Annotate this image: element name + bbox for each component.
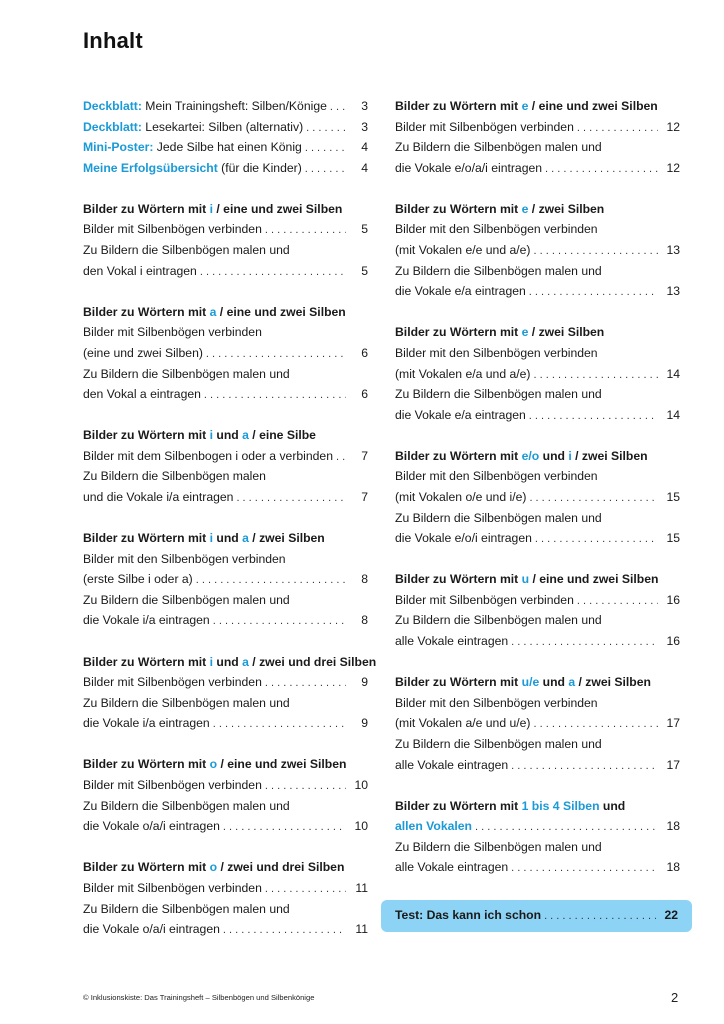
toc-heading xyxy=(83,652,377,673)
dot-leader xyxy=(265,220,346,241)
heading-text: / zwei Silben xyxy=(571,448,648,463)
toc-heading xyxy=(395,569,680,590)
heading-text: Bilder zu Wörtern mit xyxy=(83,757,210,772)
entry-prefix: Deckblatt: xyxy=(83,119,142,134)
toc-entry-line xyxy=(83,466,368,487)
toc-heading xyxy=(395,199,680,220)
heading-text: / zwei und drei Silben xyxy=(248,654,377,669)
entry-text: und die Vokale i/a eintragen xyxy=(83,490,234,504)
heading-text: und xyxy=(213,654,243,669)
toc-entry[interactable] xyxy=(395,816,680,837)
entry-text: die Vokale i/a eintragen xyxy=(83,716,210,731)
toc-heading xyxy=(395,446,680,467)
test-highlight-box[interactable] xyxy=(381,900,692,932)
toc-entry[interactable] xyxy=(395,755,680,776)
heading-text xyxy=(83,652,376,673)
entry-text: Zu Bildern die Silbenbögen malen und xyxy=(395,263,602,278)
page-number-ref: 7 xyxy=(361,448,368,463)
heading-text xyxy=(395,322,604,343)
entry-text: (mit Vokalen e/e und a/e) xyxy=(395,243,531,258)
page-number-ref: 11 xyxy=(355,880,368,895)
toc-entry[interactable] xyxy=(83,343,368,364)
page-number-ref: 4 xyxy=(361,160,368,175)
toc-entry-line xyxy=(395,261,680,282)
entry-text: den Vokal a eintragen xyxy=(83,387,201,402)
heading-highlight: allen Vokalen xyxy=(395,819,472,834)
toc-section xyxy=(395,322,680,425)
heading-text: / zwei und drei Silben xyxy=(217,860,345,875)
entry-text: Bilder mit Silbenbögen verbinden xyxy=(83,880,262,895)
toc-entry[interactable] xyxy=(83,261,368,282)
page-number-ref: 15 xyxy=(666,490,680,504)
toc-heading xyxy=(83,302,368,323)
entry-text: Zu Bildern die Silbenbögen malen und xyxy=(83,592,290,607)
heading-vowel: e xyxy=(521,325,529,340)
dot-leader xyxy=(213,611,346,632)
entry-text: Bilder mit Silbenbögen verbinden xyxy=(83,675,262,690)
heading-text: und xyxy=(213,428,243,443)
toc-section xyxy=(83,857,368,939)
toc-section xyxy=(395,96,680,178)
dot-leader xyxy=(511,632,658,653)
toc-heading xyxy=(83,857,368,878)
toc-entry-line xyxy=(83,549,368,570)
entry-text xyxy=(83,96,327,117)
entry-text: Zu Bildern die Silbenbögen malen und xyxy=(395,510,602,525)
dot-leader xyxy=(204,385,346,406)
entry-text: Bilder mit den Silbenbögen verbinden xyxy=(395,222,598,237)
toc-entry-line xyxy=(83,590,368,611)
test-label: Test: Das kann ich schon xyxy=(395,908,542,922)
entry-text: Zu Bildern die Silbenbögen malen und xyxy=(395,387,602,402)
toc-entry-line xyxy=(395,137,680,158)
toc-heading xyxy=(83,425,368,446)
toc-entry[interactable] xyxy=(395,158,680,179)
toc-section-final xyxy=(395,796,680,878)
dot-leader xyxy=(223,920,346,941)
toc-section xyxy=(395,569,680,651)
dot-leader xyxy=(534,241,659,262)
heading-text: Bilder zu Wörtern mit xyxy=(395,99,522,113)
heading-vowel: a xyxy=(209,304,217,319)
heading-vowel: i xyxy=(568,448,572,463)
page-number-ref: 13 xyxy=(666,284,680,299)
entry-text xyxy=(83,137,302,158)
toc-entry[interactable] xyxy=(83,610,368,631)
page-number-ref: 17 xyxy=(666,757,680,772)
heading-text xyxy=(83,857,344,878)
toc-entry-line xyxy=(395,466,680,487)
toc-entry-line xyxy=(395,508,680,529)
dot-leader xyxy=(306,118,346,139)
entry-text: die Vokale i/a eintragen xyxy=(83,613,210,628)
heading-vowel: a xyxy=(242,531,249,546)
page-number-ref: 10 xyxy=(354,819,368,834)
entry-text: Bilder mit den Silbenbögen verbinden xyxy=(83,551,286,566)
heading-text: / eine und zwei Silben xyxy=(529,572,659,587)
page-number-ref: 7 xyxy=(361,490,368,504)
heading-text: / zwei Silben xyxy=(248,531,325,546)
entry-text: die Vokale e/o/a/i eintragen xyxy=(395,160,543,175)
entry-text: (erste Silbe i oder a) xyxy=(83,572,193,587)
entry-text: Zu Bildern die Silbenbögen malen und xyxy=(395,140,602,155)
toc-entry-line xyxy=(83,322,368,343)
heading-vowel: a xyxy=(242,428,249,443)
entry-text: (eine und zwei Silben) xyxy=(83,345,203,360)
page-number-ref: 5 xyxy=(361,222,368,237)
dot-leader xyxy=(196,570,346,591)
dot-leader xyxy=(511,858,658,879)
dot-leader xyxy=(511,756,658,777)
toc-section xyxy=(83,425,368,507)
page-number-ref: 6 xyxy=(361,387,368,402)
dot-leader xyxy=(475,817,658,838)
heading-text xyxy=(83,425,316,446)
toc-entry-line xyxy=(83,899,368,920)
dot-leader xyxy=(535,529,658,550)
entry-text: Zu Bildern die Silbenbögen malen xyxy=(83,469,266,484)
toc-entry[interactable] xyxy=(395,240,680,261)
heading-text: Bilder zu Wörtern mit xyxy=(395,325,522,340)
heading-text xyxy=(395,672,651,693)
entry-text: die Vokale o/a/i eintragen xyxy=(83,922,220,937)
entry-text: Bilder mit Silbenbögen verbinden xyxy=(83,222,262,237)
heading-vowel: e/o xyxy=(521,448,540,463)
entry-text: Zu Bildern die Silbenbögen malen und xyxy=(395,613,602,628)
entry-text xyxy=(83,158,302,179)
page-number-ref: 3 xyxy=(361,99,368,113)
toc-entry-line xyxy=(83,796,368,817)
toc-entry[interactable] xyxy=(83,384,368,405)
entry-text: (mit Vokalen o/e und i/e) xyxy=(395,490,527,504)
dot-leader xyxy=(529,406,658,427)
heading-text xyxy=(83,199,342,220)
entry-text: Bilder mit den Silbenbögen verbinden xyxy=(395,695,598,710)
toc-entry[interactable] xyxy=(395,281,680,302)
toc-entry[interactable] xyxy=(83,878,368,899)
toc-heading xyxy=(83,754,368,775)
entry-text: Bilder mit Silbenbögen verbinden xyxy=(83,778,262,793)
toc-entry-line xyxy=(83,240,368,261)
dot-leader xyxy=(265,673,346,694)
toc-entry-line xyxy=(395,610,680,631)
heading-text: und xyxy=(599,798,626,813)
entry-text: alle Vokale eintragen xyxy=(395,757,509,772)
page-number-ref: 17 xyxy=(666,716,680,731)
entry-text: Bilder mit den Silbenbögen verbinden xyxy=(395,469,598,484)
dot-leader xyxy=(529,282,658,303)
toc-section xyxy=(395,672,680,775)
heading-vowel: i xyxy=(209,654,214,669)
footer-copyright: © Inklusionskiste: Das Trainingsheft – Silbenbögen und Silbenkönige xyxy=(83,993,315,1002)
toc-entry[interactable] xyxy=(83,487,368,508)
entry-text: den Vokal i eintragen xyxy=(83,263,197,278)
dot-leader xyxy=(544,906,656,927)
heading-text: Bilder zu Wörtern mit xyxy=(83,304,210,319)
entry-text: Bilder mit Silbenbögen verbinden xyxy=(395,592,574,607)
entry-text: die Vokale e/a eintragen xyxy=(395,407,526,422)
heading-text: Bilder zu Wörtern mit xyxy=(83,201,210,216)
heading-text xyxy=(83,754,346,775)
dot-leader xyxy=(206,344,346,365)
heading-text xyxy=(395,199,604,220)
toc-entry[interactable] xyxy=(395,857,680,878)
toc-heading xyxy=(395,796,680,817)
toc-entry-line xyxy=(395,384,680,405)
heading-text: und xyxy=(213,531,243,546)
heading-vowel: u/e xyxy=(521,675,540,690)
entry-text: alle Vokale eintragen xyxy=(395,634,509,649)
page-number-ref: 4 xyxy=(361,140,368,155)
heading-text xyxy=(83,528,325,549)
heading-text: Bilder zu Wörtern mit xyxy=(395,572,522,587)
toc-entry[interactable] xyxy=(83,446,368,467)
heading-text: / zwei Silben xyxy=(528,201,605,216)
toc-heading xyxy=(83,528,368,549)
heading-text: Bilder zu Wörtern mit xyxy=(83,531,210,546)
toc-entry[interactable] xyxy=(83,117,368,138)
entry-prefix: Mini-Poster: xyxy=(83,140,154,155)
heading-text: / eine und zwei Silben xyxy=(217,757,347,772)
toc-heading xyxy=(395,322,680,343)
toc-entry[interactable] xyxy=(395,364,680,385)
entry-text: alle Vokale eintragen xyxy=(395,860,509,875)
heading-vowel: u xyxy=(521,572,530,587)
page-number-ref: 14 xyxy=(666,407,680,422)
heading-text xyxy=(395,446,648,467)
entry-text: (für die Kinder) xyxy=(217,160,302,175)
page-number-ref: 22 xyxy=(664,908,678,922)
toc-entry[interactable] xyxy=(395,631,680,652)
heading-text: Bilder zu Wörtern mit xyxy=(395,675,522,690)
heading-text: Bilder zu Wörtern mit xyxy=(395,201,522,216)
toc-entry[interactable] xyxy=(83,96,368,117)
page-number-ref: 10 xyxy=(354,778,368,793)
toc-heading xyxy=(83,199,368,220)
page-number-ref: 14 xyxy=(666,366,680,381)
toc-entry-line xyxy=(395,734,680,755)
entry-text: Zu Bildern die Silbenbögen malen und xyxy=(83,901,290,916)
toc-entry[interactable] xyxy=(83,219,368,240)
entry-text: Mein Trainingsheft: Silben/Könige xyxy=(141,99,327,113)
heading-text: / eine und zwei Silben xyxy=(528,99,658,113)
entry-text: Zu Bildern die Silbenbögen malen und xyxy=(83,366,290,381)
heading-text: und xyxy=(539,448,569,463)
page-number-ref: 5 xyxy=(361,263,368,278)
toc-entry[interactable] xyxy=(83,775,368,796)
entry-prefix: Deckblatt: xyxy=(83,99,142,113)
page-number-ref: 12 xyxy=(666,160,680,175)
heading-vowel: o xyxy=(209,757,218,772)
dot-leader xyxy=(265,879,346,900)
entry-text: Lesekartei: Silben (alternativ) xyxy=(141,119,304,134)
toc-section xyxy=(83,528,368,631)
heading-text: und xyxy=(539,675,569,690)
entry-text: die Vokale o/a/i eintragen xyxy=(83,819,220,834)
page-number-ref: 3 xyxy=(361,119,368,134)
heading-text: / eine und zwei Silben xyxy=(213,201,343,216)
page-title: Inhalt xyxy=(83,28,143,53)
toc-section xyxy=(83,754,368,836)
page-number-ref: 16 xyxy=(666,592,680,607)
toc-entry[interactable] xyxy=(83,672,368,693)
toc-entry[interactable] xyxy=(83,137,368,158)
heading-text xyxy=(83,302,346,323)
heading-vowel: a xyxy=(568,675,576,690)
toc-entry-line xyxy=(83,693,368,714)
toc-section xyxy=(83,302,368,405)
dot-leader xyxy=(305,138,346,159)
toc-section xyxy=(83,199,368,281)
page-number-ref: 9 xyxy=(361,716,368,731)
heading-text xyxy=(395,96,658,117)
dot-leader xyxy=(223,817,346,838)
heading-text xyxy=(395,569,658,590)
entry-text: Zu Bildern die Silbenbögen malen und xyxy=(83,243,290,258)
dot-leader xyxy=(330,97,346,118)
heading-text: Bilder zu Wörtern mit xyxy=(395,448,522,463)
entry-text: Bilder mit Silbenbögen verbinden xyxy=(395,119,574,134)
toc-entry[interactable] xyxy=(83,569,368,590)
toc-left-column xyxy=(83,96,377,960)
toc-entry[interactable] xyxy=(395,117,680,138)
toc-section xyxy=(395,446,680,549)
toc-entry[interactable] xyxy=(395,528,680,549)
heading-text: Bilder zu Wörtern mit xyxy=(83,428,210,443)
entry-text: Bilder mit dem Silbenbogen i oder a verbinden xyxy=(83,448,333,463)
dot-leader xyxy=(236,488,346,509)
page-number-ref: 16 xyxy=(666,634,680,649)
toc-entry-line xyxy=(395,343,680,364)
toc-left-sections xyxy=(83,199,377,940)
page-number-ref: 6 xyxy=(361,345,368,360)
toc-entry[interactable] xyxy=(83,919,368,940)
page-number: 2 xyxy=(671,990,679,1005)
entry-text: die Vokale e/o/i eintragen xyxy=(395,531,532,546)
toc-entry-test[interactable] xyxy=(395,905,678,926)
entry-text: Zu Bildern die Silbenbögen malen und xyxy=(395,736,602,751)
page-number-ref: 8 xyxy=(361,613,368,628)
dot-leader xyxy=(545,159,658,180)
heading-text: / zwei Silben xyxy=(575,675,651,690)
heading-vowel: a xyxy=(242,654,249,669)
entry-prefix: Meine Erfolgsübersicht xyxy=(83,160,218,175)
heading-text: / eine und zwei Silben xyxy=(216,304,346,319)
page-number-ref: 9 xyxy=(361,675,368,690)
heading-vowel: o xyxy=(209,860,218,875)
dot-leader xyxy=(577,591,658,612)
toc-entry-line xyxy=(395,693,680,714)
heading-vowel: e xyxy=(521,201,529,216)
dot-leader xyxy=(529,488,658,509)
toc-entry[interactable] xyxy=(395,487,680,508)
dot-leader xyxy=(534,714,659,735)
toc-entry[interactable] xyxy=(83,713,368,734)
entry-text xyxy=(83,117,303,138)
heading-text: Bilder zu Wörtern mit xyxy=(83,860,210,875)
toc-entry[interactable] xyxy=(395,405,680,426)
page-number-ref: 13 xyxy=(666,243,680,258)
entry-text: Zu Bildern die Silbenbögen malen und xyxy=(83,798,290,813)
toc-right-sections xyxy=(395,96,680,775)
heading-highlight: 1 bis 4 Silben xyxy=(521,798,600,813)
page-number-ref: 18 xyxy=(666,860,680,875)
page-number-ref: 12 xyxy=(666,119,680,134)
page-number-ref: 8 xyxy=(361,572,368,587)
dot-leader xyxy=(305,159,346,180)
toc-entry[interactable] xyxy=(395,713,680,734)
toc-entry[interactable] xyxy=(83,816,368,837)
heading-vowel: i xyxy=(209,201,214,216)
entry-text: Zu Bildern die Silbenbögen malen und xyxy=(83,695,290,710)
toc-right-column xyxy=(395,96,680,899)
page-number-ref: 18 xyxy=(666,819,680,834)
toc-section xyxy=(395,199,680,302)
dot-leader xyxy=(336,447,346,468)
entry-text: die Vokale e/a eintragen xyxy=(395,284,526,299)
toc-entry[interactable] xyxy=(83,158,368,179)
entry-text: Bilder mit Silbenbögen verbinden xyxy=(83,325,262,340)
entry-text: (mit Vokalen e/a und a/e) xyxy=(395,366,531,381)
toc-intro-section xyxy=(83,96,368,178)
toc-entry-line xyxy=(395,837,680,858)
heading-text: Bilder zu Wörtern mit xyxy=(83,654,210,669)
entry-text: Jede Silbe hat einen König xyxy=(153,140,302,155)
heading-vowel: e xyxy=(521,99,529,113)
toc-entry[interactable] xyxy=(395,590,680,611)
dot-leader xyxy=(213,714,346,735)
toc-entry-line xyxy=(83,364,368,385)
dot-leader xyxy=(200,262,346,283)
heading-text: / zwei Silben xyxy=(528,325,605,340)
dot-leader xyxy=(265,776,346,797)
entry-text: (mit Vokalen a/e und u/e) xyxy=(395,716,531,731)
entry-text: Bilder mit den Silbenbögen verbinden xyxy=(395,345,598,360)
dot-leader xyxy=(577,118,658,139)
heading-vowel: i xyxy=(209,428,214,443)
toc-entry-line xyxy=(395,219,680,240)
page-number-ref: 15 xyxy=(666,531,680,546)
toc-heading xyxy=(395,672,680,693)
heading-text: / eine Silbe xyxy=(248,428,316,443)
dot-leader xyxy=(534,365,659,386)
heading-vowel: i xyxy=(209,531,214,546)
toc-heading xyxy=(395,96,680,117)
entry-text: Zu Bildern die Silbenbögen malen und xyxy=(395,839,602,854)
toc-section xyxy=(83,652,377,734)
heading-text: Bilder zu Wörtern mit xyxy=(395,798,522,813)
page-number-ref: 11 xyxy=(355,922,368,937)
